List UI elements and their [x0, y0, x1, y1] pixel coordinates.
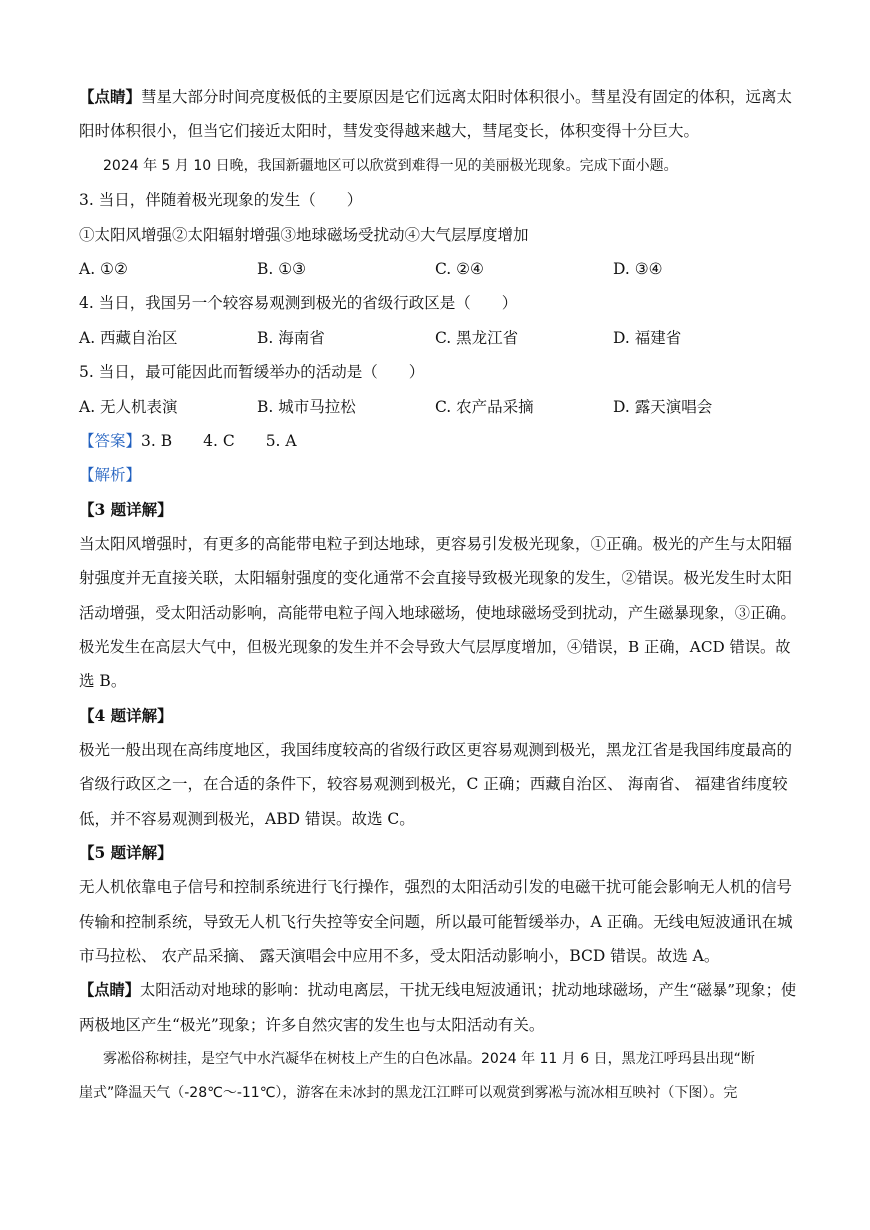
question-4: 4. 当日，我国另一个较容易观测到极光的省级行政区是（ ） — [79, 294, 518, 312]
q5-option-a: A. 无人机表演 — [79, 398, 178, 416]
q5-option-c: C. 农产品采摘 — [435, 398, 534, 416]
detail-5-line: 市马拉松、 农产品采摘、 露天演唱会中应用不多，受太阳活动影响小，BCD 错误。故选 A。 — [79, 947, 720, 965]
detail-3-line: 活动增强，受太阳活动影响，高能带电粒子闯入地球磁场，使地球磁场受到扰动，产生磁暴现象，③正确。 — [79, 604, 796, 622]
q4-option-c: C. 黑龙江省 — [435, 329, 519, 347]
q3-option-a: A. ①② — [79, 260, 128, 278]
detail-5-line: 传输和控制系统，导致无人机飞行失控等安全问题，所以最可能暂缓举办，A 正确。无线电短波通讯在城 — [79, 913, 793, 931]
detail-3-line: 当太阳风增强时，有更多的高能带电粒子到达地球，更容易引发极光现象，①正确。极光的产生与太阳辐 — [79, 535, 793, 553]
q5-option-b: B. 城市马拉松 — [257, 398, 356, 416]
detail-4-title: 【4 题详解】 — [79, 706, 173, 725]
q5-option-d: D. 露天演唱会 — [613, 398, 713, 416]
dianjing-paragraph-line-1: 【点睛】彗星大部分时间亮度极低的主要原因是它们远离太阳时体积很小。彗星没有固定的体积，远离太 — [79, 87, 793, 106]
q4-option-b: B. 海南省 — [257, 329, 325, 347]
question-3: 3. 当日，伴随着极光现象的发生（ ） — [79, 191, 363, 209]
q4-option-d: D. 福建省 — [613, 329, 682, 347]
q4-option-a: A. 西藏自治区 — [79, 329, 178, 347]
question-stem: 2024 年 5 月 10 日晚，我国新疆地区可以欣赏到难得一见的美丽极光现象。完成下面小题。 — [103, 158, 678, 174]
dianjing-paragraph-line-1: 【点睛】太阳活动对地球的影响：扰动电离层，干扰无线电短波通讯；扰动地球磁场，产生“磁暴”现象；使 — [79, 981, 797, 999]
detail-5-line: 无人机依靠电子信号和控制系统进行飞行操作，强烈的太阳活动引发的电磁干扰可能会影响无人机的信号 — [79, 878, 793, 896]
q3-option-c: C. ②④ — [435, 260, 484, 278]
analysis-tag: 【解析】 — [79, 466, 142, 484]
dianjing-paragraph-line-2: 阳时体积很小，但当它们接近太阳时，彗发变得越来越大，彗尾变长，体积变得十分巨大。 — [79, 122, 700, 140]
dianjing-paragraph-line-2: 两极地区产生“极光”现象；许多自然灾害的发生也与太阳活动有关。 — [79, 1016, 545, 1034]
detail-3-line: 选 B。 — [79, 672, 127, 690]
dianjing-tag: 【点睛】 — [79, 87, 142, 106]
question-3-items: ①太阳风增强②太阳辐射增强③地球磁场受扰动④大气层厚度增加 — [79, 226, 529, 244]
answer-tag: 【答案】 — [79, 432, 142, 450]
q3-option-b: B. ①③ — [257, 260, 307, 278]
detail-3-line: 极光发生在高层大气中，但极光现象的发生并不会导致大气层厚度增加，④错误，B 正确，ACD 错误。故 — [79, 638, 791, 656]
detail-5-title: 【5 题详解】 — [79, 843, 173, 862]
detail-3-line: 射强度并无直接关联，太阳辐射强度的变化通常不会直接导致极光现象的发生，②错误。极光发生时太阳 — [79, 569, 793, 587]
rime-stem-line-2: 崖式”降温天气（-28℃～-11℃），游客在未冰封的黑龙江江畔可以观赏到雾凇与流冰相互映衬（下图）。完 — [79, 1085, 738, 1101]
q3-option-d: D. ③④ — [613, 260, 663, 278]
detail-4-line: 低，并不容易观测到极光，ABD 错误。故选 C。 — [79, 810, 415, 828]
detail-3-title: 【3 题详解】 — [79, 500, 173, 519]
answer-line — [79, 430, 297, 452]
detail-4-line: 极光一般出现在高纬度地区，我国纬度较高的省级行政区更容易观测到极光，黑龙江省是我国纬度最高的 — [79, 741, 793, 759]
answer-text: 3. B 4. C 5. A — [141, 432, 297, 450]
question-5: 5. 当日，最可能因此而暂缓举办的活动是（ ） — [79, 363, 425, 381]
dianjing-tag: 【点睛】 — [79, 981, 140, 999]
detail-4-line: 省级行政区之一，在合适的条件下，较容易观测到极光，C 正确；西藏自治区、 海南省、 福建省纬度较 — [79, 775, 788, 793]
rime-stem-line-1: 雾凇俗称树挂，是空气中水汽凝华在树枝上产生的白色冰晶。2024 年 11 月 6 日，黑龙江呼玛县出现“断 — [103, 1051, 755, 1067]
